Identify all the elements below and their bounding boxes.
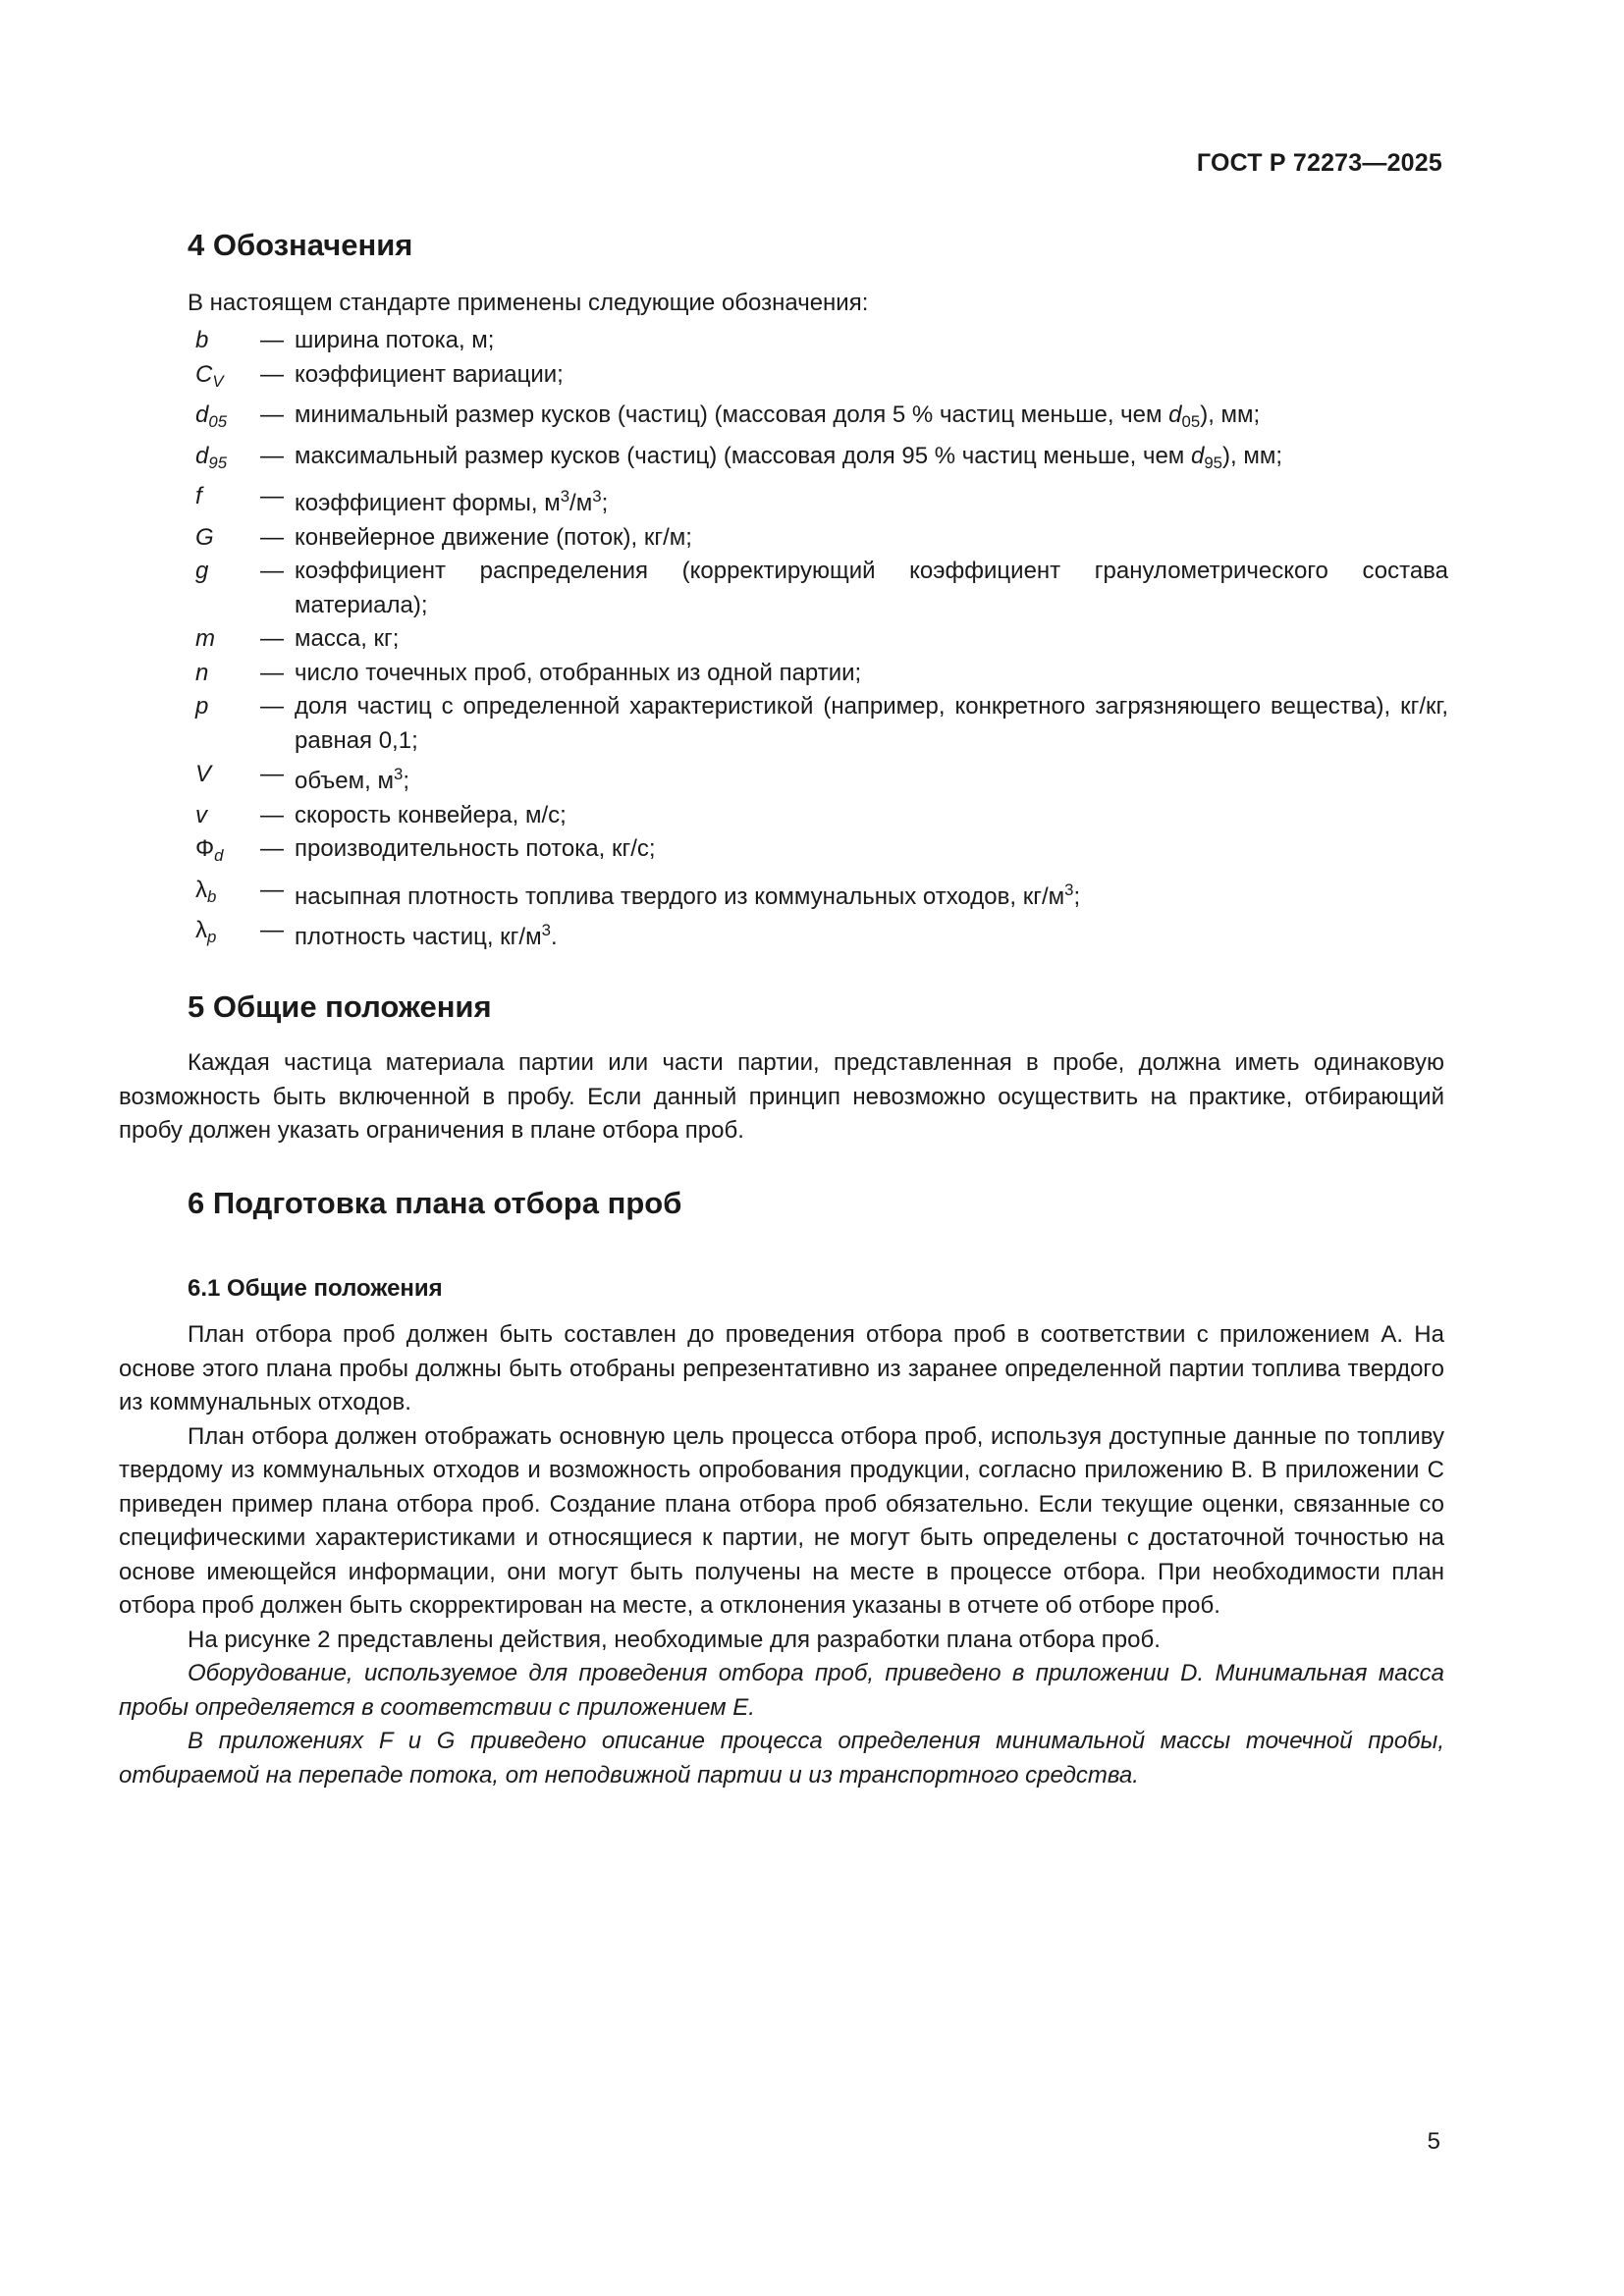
symbol-definition: максимальный размер кусков (частиц) (массовая доля 95 % частиц меньше, чем $d_{95}$), мм; [295, 442, 1283, 472]
symbol-definition: масса, кг; [295, 625, 400, 652]
symbol-row [172, 657, 1448, 691]
symbol-row [172, 758, 1448, 799]
symbol-term: m [195, 625, 215, 652]
symbol-definition: ширина потока, м; [295, 327, 495, 353]
symbol-term: g [195, 558, 209, 584]
symbol-term: $d_{05}$ [195, 401, 228, 431]
symbol-definition: объем, $м^3$; [295, 765, 409, 794]
symbol-row [172, 399, 1448, 440]
section-6-body [119, 1318, 1444, 1792]
section-4-intro: В настоящем стандарте применены следующие обозначения: [188, 290, 869, 316]
symbol-definition: производительность потока, кг/с; [295, 835, 656, 862]
symbol-term: f [195, 483, 202, 509]
symbol-term: p [195, 693, 209, 720]
symbol-definition: скорость конвейера, м/с; [295, 801, 567, 828]
symbol-term: G [195, 523, 214, 551]
section-5-body [119, 1046, 1444, 1148]
symbol-definition: доля частиц с определенной характеристикой (например, конкретного загрязняющего вещества), кг/кг, равная 0,1; [295, 693, 1448, 754]
symbol-row [172, 358, 1448, 400]
section-6-note: В приложениях F и G приведено описание процесса определения минимальной массы точечной пробы, отбираемой на перепаде потока, от неподвижной партии и из транспортного средства. [119, 1728, 1444, 1789]
symbol-dash: — [260, 523, 284, 551]
symbol-dash: — [260, 360, 284, 388]
symbol-term: V [195, 761, 212, 787]
symbol-row [172, 555, 1448, 622]
symbol-row [172, 521, 1448, 556]
symbol-dash: — [260, 401, 284, 428]
symbol-row [172, 622, 1448, 657]
symbol-term: $d_{95}$ [195, 442, 228, 472]
symbol-row [172, 799, 1448, 833]
symbol-definition: насыпная плотность топлива твердого из коммунальных отходов, $кг/м^3$; [295, 880, 1081, 910]
section-5-paragraph: Каждая частица материала партии или части партии, представленная в пробе, должна иметь одинаковую возможность быть включенной в пробу. Если данный принцип невозможно осуществить на практике, отбирающий пробу должен указать ограничения в плане отбора проб. [119, 1049, 1444, 1144]
subsection-6-1-title: 6.1 Общие положения [188, 1275, 443, 1302]
page-number: 5 [1427, 2128, 1440, 2155]
symbol-row [172, 874, 1448, 915]
section-5-title: 5 Общие положения [188, 989, 492, 1024]
symbol-definition: коэффициент вариации; [295, 360, 564, 388]
section-6-paragraph: План отбора должен отображать основную цель процесса отбора проб, используя доступные данные по топливу твердому из коммунальных отходов и возможность опробования продукции, согласно приложению В. В приложении С приведен пример плана отбора проб. Создание плана отбора проб обязательно. Если текущие оценки, связанные со специфическими характеристиками и относящиеся к партии, не могут быть определены с достаточной точностью на основе имеющейся информации, они могут быть получены на месте в процессе отбора. При необходимости план отбора проб должен быть скорректирован на месте, а отклонения указаны в отчете об отборе проб. [119, 1422, 1444, 1619]
section-6-paragraph: На рисунке 2 представлены действия, необходимые для разработки плана отбора проб. [188, 1626, 1161, 1653]
symbol-dash: — [260, 327, 284, 353]
section-6-title: 6 Подготовка плана отбора проб [188, 1186, 682, 1220]
symbol-dash: — [260, 693, 284, 720]
symbol-term: $C_V$ [195, 360, 224, 391]
symbol-definition: минимальный размер кусков (частиц) (массовая доля 5 % частиц меньше, чем $d_{05}$), мм; [295, 401, 1261, 431]
symbol-dash: — [260, 835, 284, 862]
symbol-dash: — [260, 876, 284, 903]
symbol-term: b [195, 327, 209, 353]
symbol-row [172, 440, 1448, 481]
symbol-term: n [195, 659, 209, 686]
symbol-term: $\lambda_p$ [195, 917, 217, 946]
symbol-dash: — [260, 442, 284, 469]
symbol-dash: — [260, 801, 284, 828]
symbol-definition: коэффициент распределения (корректирующий коэффициент гранулометрического состава материала); [295, 558, 1448, 618]
symbol-dash: — [260, 917, 284, 943]
symbol-dash: — [260, 483, 284, 509]
symbol-dash: — [260, 761, 284, 787]
symbol-row [172, 914, 1448, 955]
document-code-header: ГОСТ Р 72273—2025 [1196, 149, 1442, 177]
symbol-term: v [195, 801, 207, 828]
symbol-definition: конвейерное движение (поток), кг/м; [295, 523, 692, 551]
symbol-row [172, 690, 1448, 758]
symbol-row [172, 832, 1448, 874]
symbol-row [172, 480, 1448, 521]
symbols-list [172, 324, 1448, 955]
symbol-dash: — [260, 558, 284, 584]
symbol-row [172, 324, 1448, 358]
section-4-title: 4 Обозначения [188, 228, 413, 262]
section-6-note: Оборудование, используемое для проведения отбора проб, приведено в приложении D. Минимальная масса пробы определяется в соответствии с приложением E. [119, 1660, 1444, 1721]
section-6-paragraph: План отбора проб должен быть составлен до проведения отбора проб в соответствии с приложением А. На основе этого плана пробы должны быть отобраны репрезентативно из заранее определенной партии топлива твердого из коммунальных отходов. [119, 1321, 1444, 1415]
symbol-definition: коэффициент формы, $м^3/м^3$; [295, 487, 609, 516]
symbol-definition: плотность частиц, $кг/м^3$. [295, 921, 558, 950]
symbol-term: $\Phi_d$ [195, 835, 224, 865]
symbol-term: $\lambda_b$ [195, 876, 217, 906]
symbol-dash: — [260, 659, 284, 686]
symbol-definition: число точечных проб, отобранных из одной партии; [295, 659, 862, 686]
symbol-dash: — [260, 625, 284, 652]
